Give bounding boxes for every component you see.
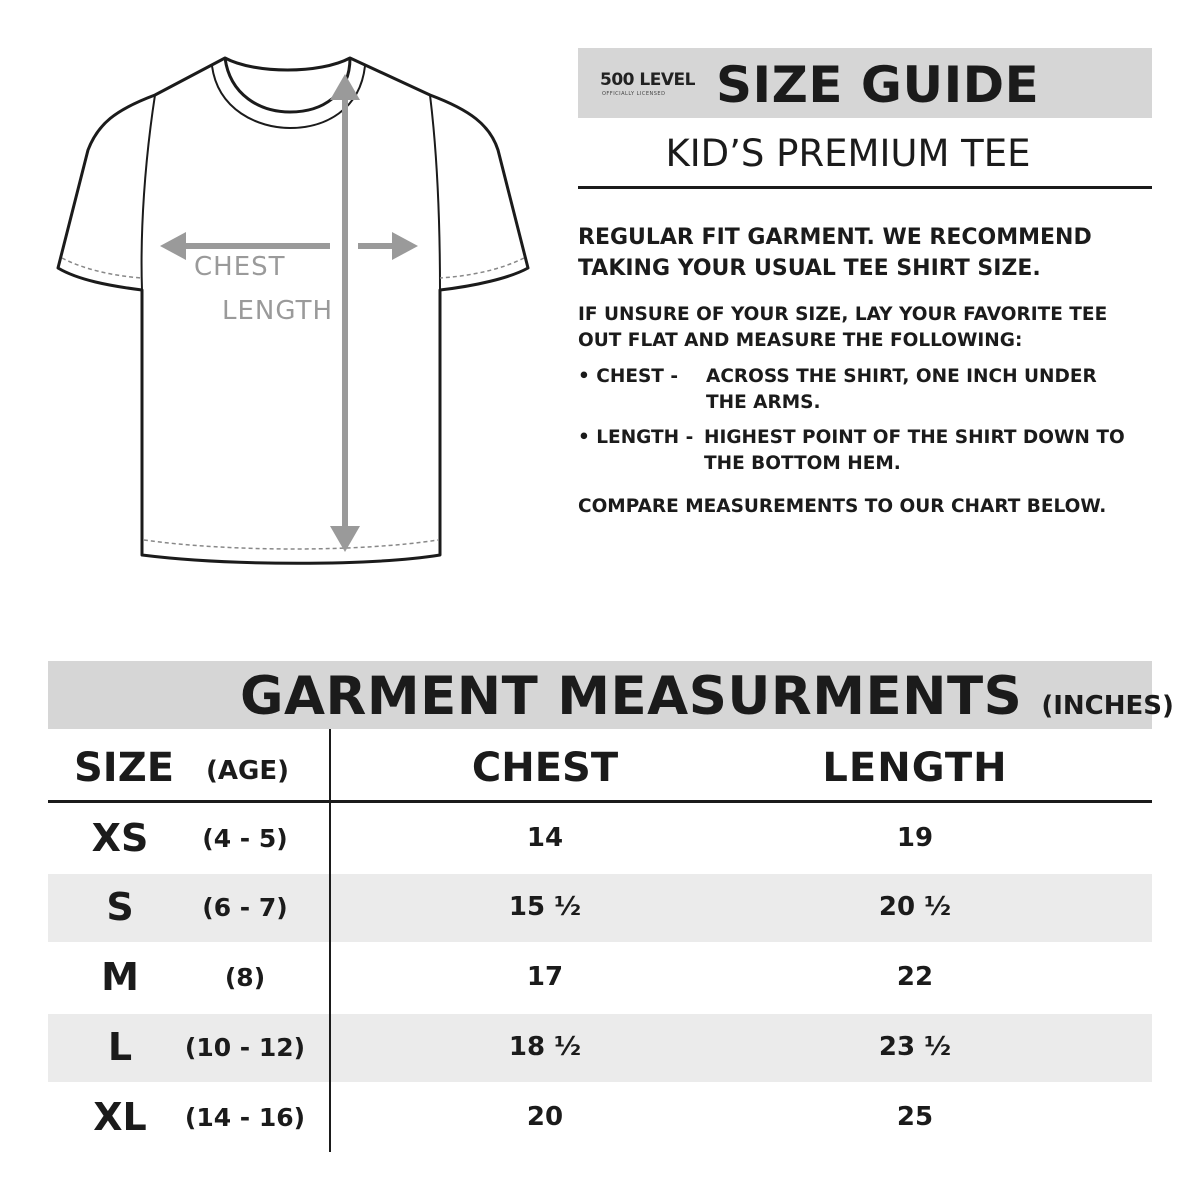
chest-cell: 17: [526, 962, 564, 992]
chest-cell: 14: [526, 823, 564, 853]
divider: [578, 186, 1152, 189]
bullet-chest-line: THE ARMS.: [706, 392, 821, 413]
chest-label: CHEST: [194, 252, 286, 282]
age-cell: (10 - 12): [184, 1033, 306, 1062]
length-cell: 23 ½: [878, 1032, 952, 1062]
size-cell: L: [107, 1025, 133, 1069]
page-title: SIZE GUIDE: [716, 56, 1040, 114]
bullet-length-line: HIGHEST POINT OF THE SHIRT DOWN TO: [704, 427, 1125, 448]
fit-note: [578, 222, 1158, 284]
length-cell: 19: [896, 823, 934, 853]
chest-cell: 15 ½: [508, 892, 582, 922]
bullet-length-text: [704, 425, 1144, 477]
table-unit: (INCHES): [1041, 691, 1174, 721]
column-header-length: LENGTH: [822, 745, 1008, 791]
size-cell: S: [106, 885, 134, 929]
table-title-text: GARMENT MEASURMENTS: [240, 666, 1023, 727]
chest-cell: 18 ½: [508, 1032, 582, 1062]
age-cell: (8): [224, 963, 266, 992]
measure-instructions-line: IF UNSURE OF YOUR SIZE, LAY YOUR FAVORITE TEE: [578, 304, 1108, 325]
chest-cell: 20: [526, 1102, 564, 1132]
column-header-age: (AGE): [206, 756, 289, 786]
table-title: [240, 666, 1174, 727]
column-divider: [329, 729, 331, 1152]
header-divider: [48, 800, 1152, 803]
brand-logo: 500 LEVEL: [600, 70, 695, 90]
bullet-chest-key: • CHEST -: [578, 366, 679, 387]
column-header-chest: CHEST: [471, 745, 619, 791]
length-label: LENGTH: [222, 296, 334, 326]
bullet-chest-line: ACROSS THE SHIRT, ONE INCH UNDER: [706, 366, 1097, 387]
fit-note-line: TAKING YOUR USUAL TEE SHIRT SIZE.: [578, 256, 1041, 281]
bullet-length-line: THE BOTTOM HEM.: [704, 453, 901, 474]
size-cell: M: [101, 955, 139, 999]
length-cell: 25: [896, 1102, 934, 1132]
fit-note-line: REGULAR FIT GARMENT. WE RECOMMEND: [578, 225, 1092, 250]
measure-instructions: [578, 302, 1158, 354]
column-header-size: SIZE: [74, 745, 175, 791]
length-cell: 22: [896, 962, 934, 992]
bullet-length-key: • LENGTH -: [578, 427, 694, 448]
length-cell: 20 ½: [878, 892, 952, 922]
size-cell: XS: [91, 816, 149, 860]
measure-instructions-line: OUT FLAT AND MEASURE THE FOLLOWING:: [578, 330, 1023, 351]
compare-note: COMPARE MEASUREMENTS TO OUR CHART BELOW.: [578, 496, 1107, 517]
age-cell: (4 - 5): [202, 824, 288, 853]
age-cell: (6 - 7): [202, 893, 288, 922]
size-cell: XL: [93, 1095, 147, 1139]
brand-tagline: OFFICIALLY LICENSED: [602, 91, 666, 97]
bullet-chest-text: [706, 364, 1146, 416]
age-cell: (14 - 16): [184, 1103, 306, 1132]
product-name: KID’S PREMIUM TEE: [665, 132, 1031, 175]
